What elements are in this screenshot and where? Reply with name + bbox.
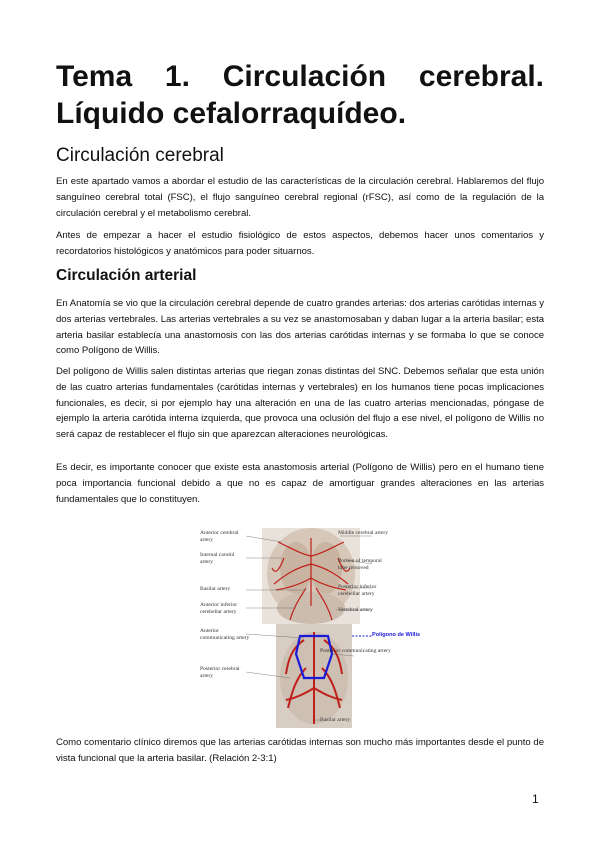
label-middle-cerebral: Middle cerebral artery [338, 530, 389, 536]
brain-arteries-figure [196, 528, 484, 728]
label-anterior-cerebral: Anterior cerebral artery [200, 530, 239, 543]
label-posterior-communicating: Posterior communicating artery [320, 648, 391, 654]
label-basilar-bottom: Basilar artery [320, 717, 351, 723]
label-vertebral: Vertebral artery [338, 607, 373, 613]
label-posterior-cerebral: Posterior cerebral artery [200, 666, 240, 679]
subsection-heading: Circulación arterial [56, 267, 197, 284]
label-internal-carotid: Internal carotid artery [200, 552, 235, 565]
label-basilar-top: Basilar artery [200, 586, 231, 592]
label-anterior-communicating: Anterior communicating artery [200, 628, 250, 641]
label-anterior-inferior-cerebellar: Anterior inferior cerebellar artery [200, 602, 238, 615]
paragraph-intro: En este apartado vamos a abordar el estudio de las características de la circulación cerebral. Hablaremos del flujo sanguíneo cerebral total (FSC), el flujo sanguíneo cerebral regional (rFSC), así como de la regulación de la circulación cerebral y el metabolismo cerebral. [56, 176, 544, 219]
page-title: Tema 1. Circulación cerebral. Líquido cefalorraquídeo. [56, 60, 544, 130]
paragraph-importance: Es decir, es importante conocer que existe esta anastomosis arterial (Polígono de Willis) pero en el humano tiene poca importancia funcional debido a que no es capaz de amortiguar grandes alteraciones en las arterias fundamentales que lo constituyen. [56, 462, 544, 505]
paragraph-willis: Del polígono de Willis salen distintas arterias que riegan zonas distintas del SNC. Debemos señalar que esta unión de las cuatro arterias fundamentales (carótidas internas y vertebrales) en los humanos tiene pocas implicaciones funcionales, es decir, si por ejemplo hay una alteración en una de las cuatro arterias mencionadas, póngase de ejemplo la arteria carótida interna izquierda, que provoca una oclusión del flujo a ese nivel, el polígono de Willis no será capaz de restablecer el flujo sin que aparezcan alteraciones neurológicas. [56, 366, 544, 441]
label-posterior-inferior-cerebellar: Posterior inferior cerebellar artery [338, 584, 377, 597]
section-heading: Circulación cerebral [56, 145, 224, 166]
label-poligono-willis: Polígono de Willis [372, 632, 421, 638]
paragraph-preface: Antes de empezar a hacer el estudio fisiológico de estos aspectos, debemos hacer unos comentarios y recordatorios histológicos y anatómicos para poder situarnos. [56, 230, 544, 257]
page-number: 1 [532, 792, 539, 806]
label-temporal-lobe: Portion of temporal lobe removed [338, 558, 382, 571]
paragraph-anatomy: En Anatomía se vio que la circulación cerebral depende de cuatro grandes arterias: dos arterias carótidas internas y dos arterias vertebrales. Las arterias vertebrales a su vez se anastomosaban y daban lugar a la arteria basilar; esta arteria basilar establecía una anastomosis con las dos arterias carótidas internas y se formaba lo que se conoce como Polígono de Willis. [56, 298, 544, 357]
paragraph-clinical: Como comentario clínico diremos que las arterias carótidas internas son mucho más importantes desde el punto de vista funcional que la arteria basilar. (Relación 2-3:1) [56, 737, 544, 764]
